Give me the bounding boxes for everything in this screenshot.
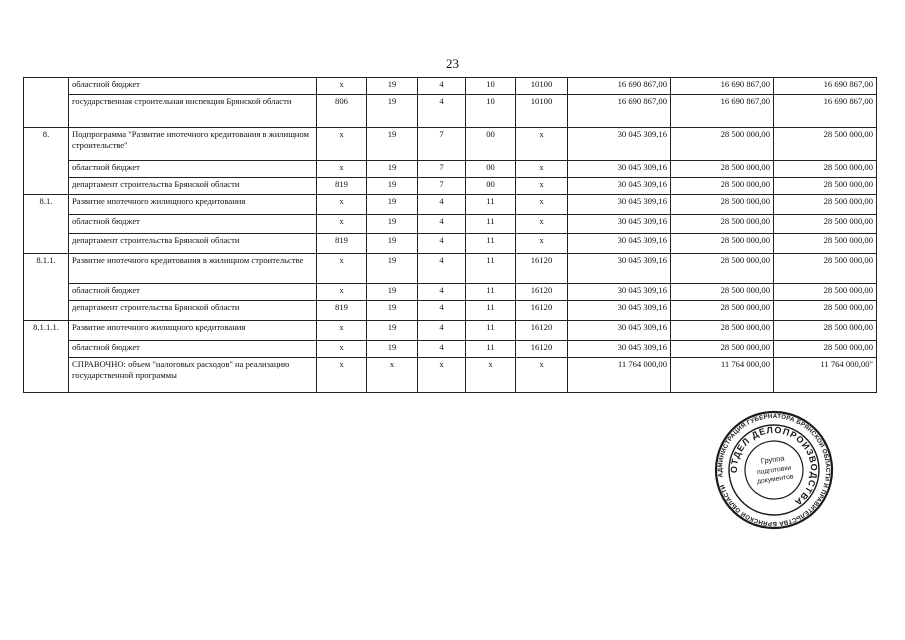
code-cell: 11 xyxy=(466,284,516,301)
amount-cell: 28 500 000,00 xyxy=(774,284,877,301)
amount-cell: 28 500 000,00 xyxy=(774,178,877,195)
code-cell: х xyxy=(466,358,516,393)
amount-cell: 28 500 000,00 xyxy=(671,195,774,215)
budget-table xyxy=(23,77,877,393)
code-cell: 7 xyxy=(418,161,466,178)
row-name-cell: Развитие ипотечного жилищного кредитования xyxy=(69,195,317,215)
code-cell: 819 xyxy=(317,178,367,195)
row-name-cell: областной бюджет xyxy=(69,78,317,95)
amount-cell: 28 500 000,00 xyxy=(671,161,774,178)
amount-cell: 16 690 867,00 xyxy=(774,78,877,95)
amount-cell: 30 045 309,16 xyxy=(568,215,671,234)
code-cell: х xyxy=(317,128,367,161)
row-name-cell: областной бюджет xyxy=(69,341,317,358)
code-cell: 19 xyxy=(367,78,418,95)
stamp-ring-text: АДМИНИСТРАЦИЯ ГУБЕРНАТОРА БРЯНСКОЙ ОБЛАСТИ И ПРАВИТЕЛЬСТВА БРЯНСКОЙ ОБЛАСТИ xyxy=(716,412,832,528)
code-cell: х xyxy=(317,254,367,284)
code-cell: 4 xyxy=(418,321,466,341)
code-cell: 10100 xyxy=(516,95,568,128)
row-name-cell: областной бюджет xyxy=(69,161,317,178)
code-cell: 19 xyxy=(367,195,418,215)
code-cell: 4 xyxy=(418,234,466,254)
amount-cell: 30 045 309,16 xyxy=(568,178,671,195)
code-cell: 4 xyxy=(418,341,466,358)
row-number-cell: 8.1.1.1. xyxy=(24,321,69,393)
row-name-cell: департамент строительства Брянской области xyxy=(69,178,317,195)
code-cell: 819 xyxy=(317,234,367,254)
code-cell: х xyxy=(317,321,367,341)
table-row xyxy=(24,284,877,301)
code-cell: х xyxy=(317,195,367,215)
code-cell: х xyxy=(516,234,568,254)
table-row xyxy=(24,178,877,195)
amount-cell: 28 500 000,00 xyxy=(671,341,774,358)
table-row xyxy=(24,215,877,234)
code-cell: х xyxy=(317,358,367,393)
amount-cell: 11 764 000,00 xyxy=(568,358,671,393)
row-name-cell: областной бюджет xyxy=(69,284,317,301)
code-cell: 16120 xyxy=(516,341,568,358)
code-cell: 806 xyxy=(317,95,367,128)
code-cell: 00 xyxy=(466,161,516,178)
office-stamp xyxy=(714,410,834,530)
stamp-inner-ring-text: ОТДЕЛ ДЕЛОПРОИЗВОДСТВА xyxy=(728,424,820,508)
table-row xyxy=(24,78,877,95)
table-row xyxy=(24,234,877,254)
code-cell: 16120 xyxy=(516,284,568,301)
row-number-cell xyxy=(24,78,69,128)
table-row xyxy=(24,95,877,128)
amount-cell: 28 500 000,00 xyxy=(671,254,774,284)
code-cell: 11 xyxy=(466,234,516,254)
code-cell: 00 xyxy=(466,128,516,161)
code-cell: 10100 xyxy=(516,78,568,95)
code-cell: х xyxy=(317,215,367,234)
amount-cell: 30 045 309,16 xyxy=(568,161,671,178)
row-name-cell: департамент строительства Брянской области xyxy=(69,234,317,254)
code-cell: 16120 xyxy=(516,254,568,284)
amount-cell: 28 500 000,00 xyxy=(774,321,877,341)
amount-cell: 28 500 000,00 xyxy=(774,254,877,284)
table-row xyxy=(24,341,877,358)
stamp-center-line-3: документов xyxy=(756,473,795,486)
code-cell: х xyxy=(516,161,568,178)
code-cell: 00 xyxy=(466,178,516,195)
amount-cell: 11 764 000,00" xyxy=(774,358,877,393)
amount-cell: 30 045 309,16 xyxy=(568,128,671,161)
amount-cell: 16 690 867,00 xyxy=(568,95,671,128)
code-cell: 11 xyxy=(466,215,516,234)
stamp-center-line-2: подготовки xyxy=(756,464,792,477)
table-row xyxy=(24,321,877,341)
code-cell: 11 xyxy=(466,301,516,321)
amount-cell: 28 500 000,00 xyxy=(774,341,877,358)
code-cell: 11 xyxy=(466,254,516,284)
code-cell: 19 xyxy=(367,128,418,161)
amount-cell: 28 500 000,00 xyxy=(671,128,774,161)
amount-cell: 16 690 867,00 xyxy=(671,95,774,128)
code-cell: 4 xyxy=(418,254,466,284)
code-cell: х xyxy=(516,178,568,195)
table-row xyxy=(24,128,877,161)
row-name-cell: государственная строительная инспекция Брянской области xyxy=(69,95,317,128)
code-cell: 10 xyxy=(466,78,516,95)
table-row xyxy=(24,195,877,215)
row-name-cell: Подпрограмма "Развитие ипотечного кредитования в жилищном строительстве" xyxy=(69,128,317,161)
amount-cell: 28 500 000,00 xyxy=(671,178,774,195)
page-number: 23 xyxy=(446,56,459,71)
row-number-cell: 8.1.1. xyxy=(24,254,69,321)
amount-cell: 28 500 000,00 xyxy=(671,321,774,341)
code-cell: 19 xyxy=(367,301,418,321)
table-row xyxy=(24,161,877,178)
code-cell: 19 xyxy=(367,341,418,358)
code-cell: 11 xyxy=(466,321,516,341)
code-cell: 19 xyxy=(367,254,418,284)
code-cell: х xyxy=(516,195,568,215)
amount-cell: 28 500 000,00 xyxy=(774,301,877,321)
code-cell: 19 xyxy=(367,234,418,254)
row-name-cell: СПРАВОЧНО: объем "налоговых расходов" на реализацию государственной программы xyxy=(69,358,317,393)
stamp-center-line-1: Группа xyxy=(760,453,785,466)
code-cell: 819 xyxy=(317,301,367,321)
code-cell: х xyxy=(516,128,568,161)
code-cell: х xyxy=(317,161,367,178)
code-cell: 19 xyxy=(367,95,418,128)
amount-cell: 11 764 000,00 xyxy=(671,358,774,393)
row-number-cell: 8.1. xyxy=(24,195,69,254)
amount-cell: 28 500 000,00 xyxy=(671,284,774,301)
code-cell: 4 xyxy=(418,78,466,95)
code-cell: 4 xyxy=(418,95,466,128)
code-cell: х xyxy=(367,358,418,393)
row-number-cell: 8. xyxy=(24,128,69,195)
code-cell: 7 xyxy=(418,178,466,195)
amount-cell: 28 500 000,00 xyxy=(774,215,877,234)
amount-cell: 28 500 000,00 xyxy=(671,215,774,234)
amount-cell: 30 045 309,16 xyxy=(568,234,671,254)
code-cell: 16120 xyxy=(516,301,568,321)
code-cell: 19 xyxy=(367,321,418,341)
code-cell: х xyxy=(516,215,568,234)
amount-cell: 16 690 867,00 xyxy=(568,78,671,95)
code-cell: 7 xyxy=(418,128,466,161)
amount-cell: 30 045 309,16 xyxy=(568,321,671,341)
row-name-cell: областной бюджет xyxy=(69,215,317,234)
code-cell: 19 xyxy=(367,161,418,178)
amount-cell: 30 045 309,16 xyxy=(568,195,671,215)
code-cell: 11 xyxy=(466,341,516,358)
code-cell: 19 xyxy=(367,178,418,195)
amount-cell: 30 045 309,16 xyxy=(568,341,671,358)
amount-cell: 16 690 867,00 xyxy=(671,78,774,95)
code-cell: х xyxy=(516,358,568,393)
code-cell: 10 xyxy=(466,95,516,128)
amount-cell: 28 500 000,00 xyxy=(671,301,774,321)
table-row xyxy=(24,254,877,284)
amount-cell: 28 500 000,00 xyxy=(774,234,877,254)
row-name-cell: департамент строительства Брянской области xyxy=(69,301,317,321)
amount-cell: 30 045 309,16 xyxy=(568,254,671,284)
amount-cell: 28 500 000,00 xyxy=(671,234,774,254)
code-cell: 4 xyxy=(418,284,466,301)
code-cell: х xyxy=(317,284,367,301)
amount-cell: 28 500 000,00 xyxy=(774,161,877,178)
amount-cell: 28 500 000,00 xyxy=(774,195,877,215)
code-cell: 4 xyxy=(418,301,466,321)
code-cell: 4 xyxy=(418,215,466,234)
code-cell: 19 xyxy=(367,284,418,301)
row-name-cell: Развитие ипотечного кредитования в жилищном строительстве xyxy=(69,254,317,284)
code-cell: 19 xyxy=(367,215,418,234)
row-name-cell: Развитие ипотечного жилищного кредитования xyxy=(69,321,317,341)
code-cell: 4 xyxy=(418,195,466,215)
amount-cell: 16 690 867,00 xyxy=(774,95,877,128)
amount-cell: 30 045 309,16 xyxy=(568,301,671,321)
code-cell: х xyxy=(317,341,367,358)
table-row xyxy=(24,301,877,321)
code-cell: х xyxy=(317,78,367,95)
code-cell: 16120 xyxy=(516,321,568,341)
code-cell: 11 xyxy=(466,195,516,215)
amount-cell: 30 045 309,16 xyxy=(568,284,671,301)
amount-cell: 28 500 000,00 xyxy=(774,128,877,161)
code-cell: х xyxy=(418,358,466,393)
table-row xyxy=(24,358,877,393)
